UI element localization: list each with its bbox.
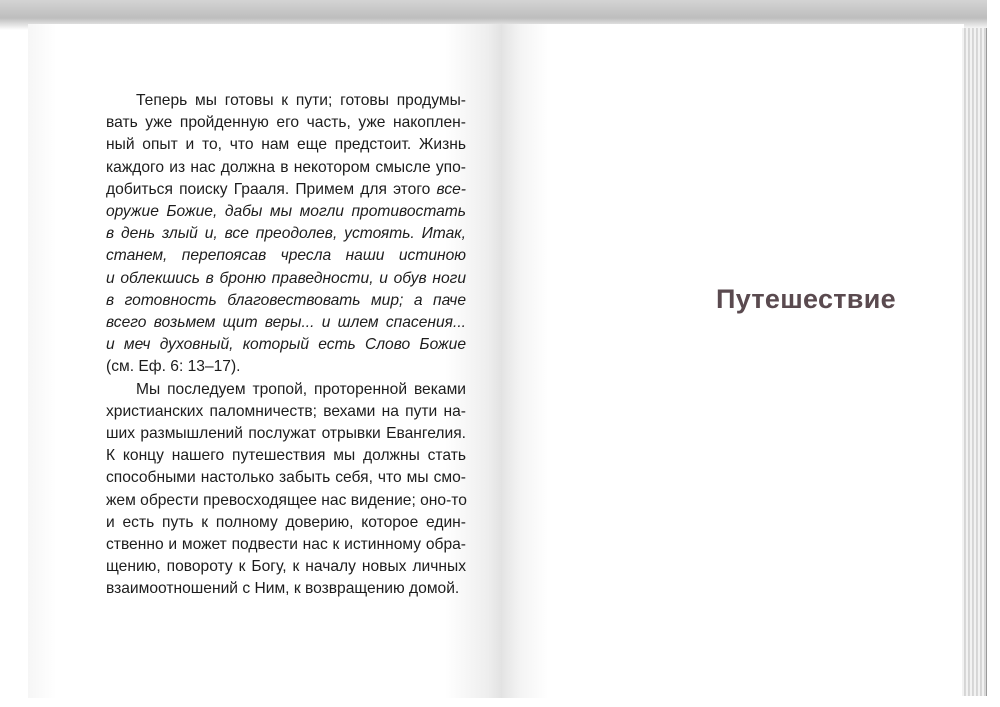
text-line (106, 379, 466, 401)
italic-text: всего возьмем щит веры... и шлем спасения... (106, 314, 466, 332)
chapter-title: Путешествие (716, 284, 896, 314)
right-page (502, 24, 964, 698)
scan-margin (987, 0, 1000, 707)
text-run: ный опыт и то, что нам еще предстоит. Жизнь (106, 136, 466, 154)
text-run: К концу нашего путешествия мы должны стать (106, 447, 466, 465)
text-line (106, 223, 466, 245)
text-run: жем обрести превосходящее нас видение; оно-то (106, 491, 467, 509)
text-run: каждого из нас должна в некотором смысле упо- (106, 158, 466, 176)
italic-text: в готовность благовествовать мир; а паче (106, 291, 466, 309)
text-run: и есть путь к полному доверию, которое един- (106, 513, 466, 531)
text-line (106, 157, 466, 179)
text-line (106, 179, 466, 201)
text-run: вать уже пройденную его часть, уже накоплен- (106, 114, 466, 132)
text-line (106, 334, 466, 356)
text-line (106, 312, 466, 334)
text-line (106, 245, 466, 267)
text-line (106, 356, 466, 378)
paragraph-1 (106, 90, 466, 379)
italic-text: станем, перепоясав чресла наши истиною (106, 247, 466, 265)
page-edges (962, 28, 987, 696)
text-line (106, 534, 466, 556)
text-run: (см. Еф. 6: 13–17). (106, 358, 241, 376)
text-line (106, 401, 466, 423)
text-line (106, 556, 466, 578)
italic-text: и облекшись в броню праведности, и обув ноги (106, 269, 466, 287)
italic-text: в день злый и, все преодолев, устоять. Итак, (106, 225, 466, 243)
text-line (106, 578, 466, 600)
text-run: взаимоотношений с Ним, к возвращению домой. (106, 580, 460, 598)
italic-text: оружие Божие, дабы мы могли противостать (106, 203, 466, 221)
text-line (106, 490, 466, 512)
body-text (106, 90, 466, 601)
italic-text: и меч духовный, который есть Слово Божие (106, 336, 466, 354)
text-line (106, 445, 466, 467)
text-run: щению, повороту к Богу, к началу новых личных (106, 558, 466, 576)
text-run: Теперь мы готовы к пути; готовы продумы- (136, 92, 466, 109)
text-run: ших размышлений послужат отрывки Евангелия. (106, 425, 466, 443)
paragraph-2 (106, 379, 466, 601)
italic-text: все- (436, 180, 466, 198)
text-line (106, 90, 466, 112)
text-line (106, 423, 466, 445)
text-run: Мы последуем тропой, проторенной веками (136, 380, 466, 398)
text-line (106, 268, 466, 290)
text-line (106, 512, 466, 534)
text-run: добиться поиску Грааля. Примем для этого (106, 180, 437, 198)
text-run: способными настолько забыть себя, что мы смо- (106, 469, 466, 487)
text-line (106, 112, 466, 134)
text-line (106, 467, 466, 489)
text-run: ственно и может подвести нас к истинному обра- (106, 536, 466, 554)
text-line (106, 201, 466, 223)
text-line (106, 134, 466, 156)
text-run: христианских паломничеств; вехами на пути на- (106, 402, 466, 420)
text-line (106, 290, 466, 312)
